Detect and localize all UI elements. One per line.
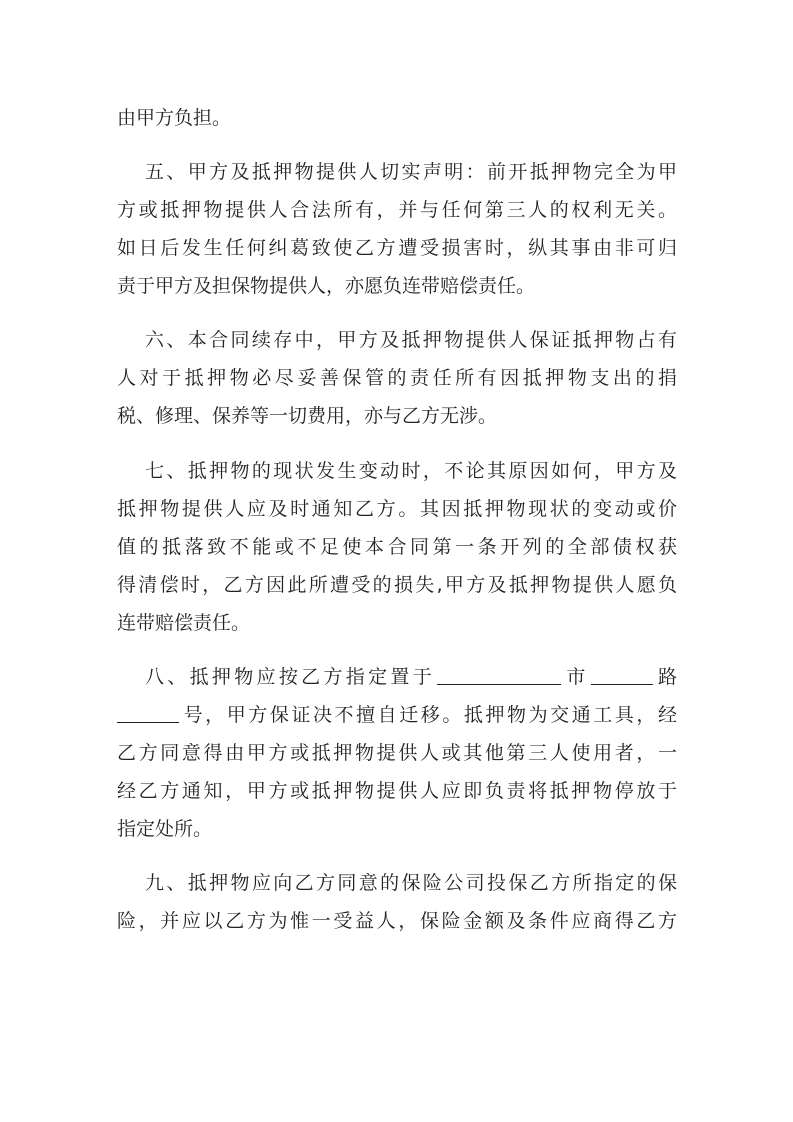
clause-8-text-b: 市 — [563, 666, 589, 688]
fill-blank-number[interactable] — [117, 704, 179, 723]
clause-9-line-1: 九、抵押物应向乙方同意的保险公司投保乙方所指定的保 — [145, 872, 677, 894]
text-line: 方或抵押物提供人合法所有，并与任何第三人的权利无关。 — [117, 199, 677, 221]
text-line: 如日后发生任何纠葛致使乙方遭受损害时，纵其事由非可归 — [117, 237, 677, 259]
clause-7-line-1: 七、抵押物的现状发生变动时，不论其原因如何，甲方及 — [145, 460, 677, 482]
text-line: 得清偿时，乙方因此所遭受的损失,甲方及抵押物提供人愿负 — [117, 574, 677, 596]
text-line: 乙方同意得由甲方或抵押物提供人或其他第三人使用者，一 — [117, 742, 677, 764]
text-line: 人对于抵押物必尽妥善保管的责任所有因抵押物支出的捐 — [117, 367, 677, 389]
text-line: 税、修理、保养等一切费用，亦与乙方无涉。 — [117, 405, 498, 427]
fill-blank-location[interactable] — [437, 666, 561, 685]
text-line: 经乙方通知，甲方或抵押物提供人应即负责将抵押物停放于 — [117, 780, 677, 802]
text-line: 险，并应以乙方为惟一受益人，保险金额及条件应商得乙方 — [117, 910, 677, 932]
text-line: 指定处所。 — [117, 818, 213, 840]
clause-8-line-2 — [117, 700, 677, 730]
clause-8-text-c: 路 — [654, 666, 677, 688]
clause-5-line-1: 五、甲方及抵押物提供人切实声明：前开抵押物完全为甲 — [145, 161, 677, 183]
fill-blank-city[interactable] — [591, 666, 653, 685]
text-line: 责于甲方及担保物提供人，亦愿负连带赔偿责任。 — [117, 275, 536, 297]
text-line: 连带赔偿责任。 — [117, 612, 251, 634]
clause-6-line-1: 六、本合同续存中，甲方及抵押物提供人保证抵押物占有 — [145, 329, 677, 351]
text-line: 值的抵落致不能或不足使本合同第一条开列的全部债权获 — [117, 536, 677, 558]
text-segment: 号，甲方保证决不擅自迁移。抵押物为交通工具，经 — [181, 704, 677, 726]
text-line: 由甲方负担。 — [117, 107, 232, 129]
clause-8-text-a: 八、抵押物应按乙方指定置于 — [145, 666, 436, 688]
text-line: 抵押物提供人应及时通知乙方。其因抵押物现状的变动或价 — [117, 498, 677, 520]
clause-8-line-1 — [145, 662, 677, 692]
